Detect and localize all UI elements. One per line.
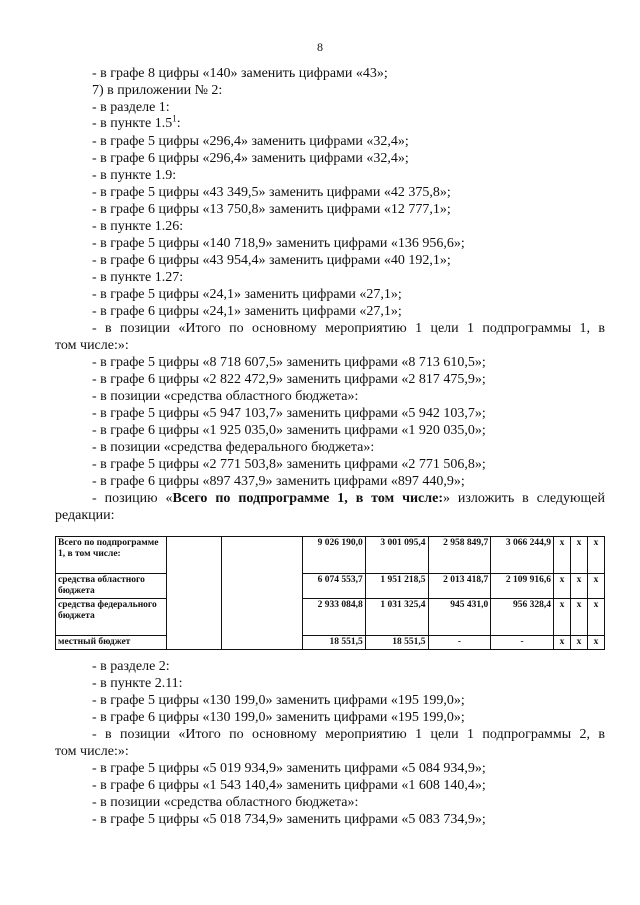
table-cell: 18 551,5 [365,636,428,650]
text-line: том числе:»: [55,744,129,759]
table-cell: x [554,636,571,650]
text-line: - в графе 5 цифры «140 718,9» заменить цифрами «136 956,6»; [92,236,465,251]
text-line: - в графе 5 цифры «5 947 103,7» заменить цифрами «5 942 103,7»; [92,406,486,421]
text-line: - в графе 6 цифры «1 925 035,0» заменить цифрами «1 920 035,0»; [92,423,486,438]
text-line: - в разделе 1: [92,100,170,115]
table-cell: 1 951 218,5 [365,574,428,599]
table-cell: - [491,636,554,650]
text-line: - в позиции «Итого по основному мероприятию 1 цели 1 подпрограммы 1, в [92,321,605,336]
text-span: - позицию « [92,491,173,506]
text-line: - в разделе 2: [92,659,170,674]
table-cell: - [428,636,491,650]
text-line: - в пункте 1.26: [92,219,184,234]
text-line: - в графе 8 цифры «140» заменить цифрами «43»; [92,66,388,81]
text-line: - в пункте 1.27: [92,270,184,285]
text-line: - в графе 5 цифры «2 771 503,8» заменить цифрами «2 771 506,8»; [92,457,486,472]
text-span: - в пункте 1.5 [92,116,173,131]
text-line: том числе:»: [55,338,129,353]
text-line: - в графе 5 цифры «5 018 734,9» заменить цифрами «5 083 734,9»; [92,812,486,827]
text-line: - в графе 5 цифры «296,4» заменить цифрами «32,4»; [92,134,409,149]
table-cell: x [571,636,588,650]
text-line [92,490,605,507]
table-row [56,599,605,636]
table-cell: x [571,537,588,574]
text-line: - в графе 6 цифры «13 750,8» заменить цифрами «12 777,1»; [92,202,451,217]
text-span: » изложить в следующей [442,491,605,506]
text-line: редакции: [55,508,115,523]
table-cell: 2 013 418,7 [428,574,491,599]
text-line: 7) в приложении № 2: [92,83,223,98]
text-line: - в графе 6 цифры «897 437,9» заменить цифрами «897 440,9»; [92,474,465,489]
table-row [56,537,605,574]
budget-table [55,536,605,650]
table-row [56,636,605,650]
text-line: - в позиции «Итого по основному мероприятию 1 цели 1 подпрограммы 2, в [92,727,605,742]
table-cell: 1 031 325,4 [365,599,428,636]
table-cell: 956 328,4 [491,599,554,636]
text-line: - в графе 6 цифры «1 543 140,4» заменить цифрами «1 608 140,4»; [92,778,486,793]
text-line: - в пункте 1.9: [92,168,177,183]
table-cell: 18 551,5 [303,636,366,650]
table-cell-empty [167,537,222,650]
table-cell: x [554,574,571,599]
text-line: - в графе 6 цифры «2 822 472,9» заменить цифрами «2 817 475,9»; [92,372,486,387]
table-cell: 3 066 244,9 [491,537,554,574]
text-line: - в пункте 2.11: [92,676,183,691]
text-line: - в графе 6 цифры «296,4» заменить цифрами «32,4»; [92,151,409,166]
text-line: - в позиции «средства областного бюджета»: [92,389,359,404]
table-cell: 945 431,0 [428,599,491,636]
table-cell: x [571,599,588,636]
text-line: - в графе 6 цифры «130 199,0» заменить цифрами «195 199,0»; [92,710,465,725]
table-cell: местный бюджет [56,636,167,650]
table-cell: x [571,574,588,599]
text-span: : [176,116,181,131]
table-cell: x [588,537,605,574]
text-line: - в графе 5 цифры «43 349,5» заменить цифрами «42 375,8»; [92,185,451,200]
table-cell: x [554,537,571,574]
table-cell: x [588,574,605,599]
table-cell: 9 026 190,0 [303,537,366,574]
text-line: - в позиции «средства областного бюджета»: [92,795,359,810]
table-cell: x [554,599,571,636]
text-line: - в графе 5 цифры «8 718 607,5» заменить цифрами «8 713 610,5»; [92,355,486,370]
text-line-with-sup [92,115,181,132]
text-line: - в графе 5 цифры «5 019 934,9» заменить цифрами «5 084 934,9»; [92,761,486,776]
text-line: - в графе 6 цифры «43 954,4» заменить цифрами «40 192,1»; [92,253,451,268]
table-row [56,574,605,599]
text-line: - в графе 6 цифры «24,1» заменить цифрами «27,1»; [92,304,402,319]
page-number: 8 [317,40,323,54]
table-cell: 2 958 849,7 [428,537,491,574]
text-line: - в позиции «средства федерального бюджета»: [92,440,375,455]
table-cell: средства областного бюджета [56,574,167,599]
table-cell: 6 074 553,7 [303,574,366,599]
table-cell: 2 109 916,6 [491,574,554,599]
table-cell: 2 933 084,8 [303,599,366,636]
bold-span: Всего по подпрограмме 1, в том числе: [172,491,443,506]
text-line: - в графе 5 цифры «130 199,0» заменить цифрами «195 199,0»; [92,693,465,708]
table-cell: средства федерального бюджета [56,599,167,636]
table-cell: 3 001 095,4 [365,537,428,574]
superscript: 1 [172,113,177,124]
table-cell: x [588,599,605,636]
table-cell: x [588,636,605,650]
table-cell: Всего по подпрограмме 1, в том числе: [56,537,167,574]
text-line: - в графе 5 цифры «24,1» заменить цифрами «27,1»; [92,287,402,302]
table-cell-empty [222,537,303,650]
